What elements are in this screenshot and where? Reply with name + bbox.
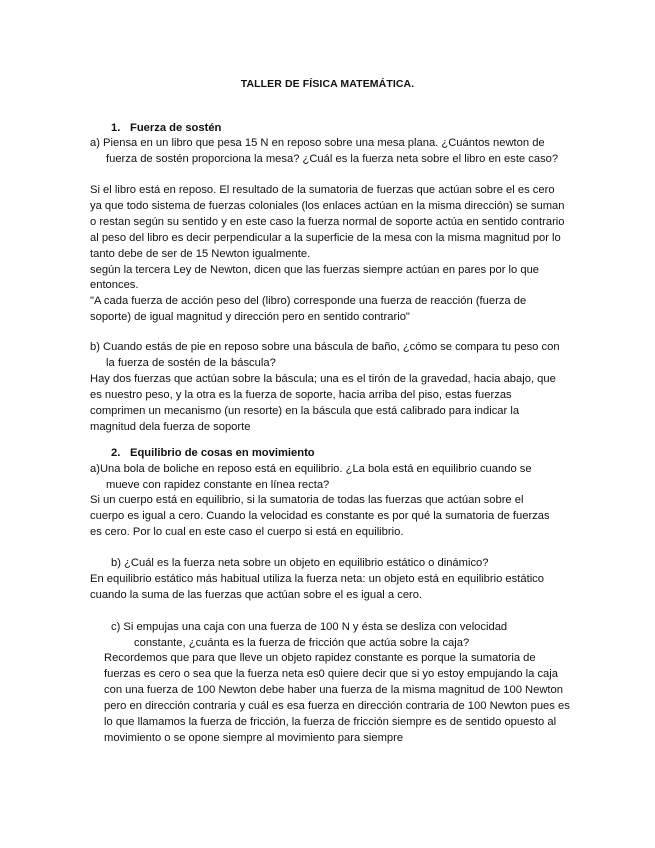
section-2-answer-c-block [104, 651, 570, 746]
section-1-question-b: b) Cuando estás de pie en reposo sobre una báscula de baño, ¿cómo se compara tu peso con la fuerza de sostén de la báscula? [90, 341, 560, 369]
section-1-title: Fuerza de sostén [130, 122, 222, 134]
section-1-answer-a-paragraph-3: "A cada fuerza de acción peso del (libro) corresponde una fuerza de reacción (fuerza de soporte) de igual magnitud y dirección pero en sentido contrario" [90, 295, 527, 324]
section-2-answer-a-block [90, 493, 558, 541]
section-1-heading [111, 122, 221, 134]
section-2-question-b: b) ¿Cuál es la fuerza neta sobre un objeto en equilibrio estático o dinámico? [111, 557, 489, 569]
section-2-answer-b: En equilibrio estático más habitual utiliza la fuerza neta: un objeto está en equilibrio estático cuando la suma de las fuerzas que actúan sobre el es igual a cero. [90, 573, 544, 601]
section-1-answer-a-block [90, 183, 566, 326]
section-2-question-b-block [111, 556, 561, 572]
section-2-title: Equilibrio de cosas en movimiento [130, 447, 315, 459]
section-2-question-a-block [90, 462, 558, 494]
section-2-answer-a: Si un cuerpo está en equilibrio, si la sumatoria de todas las fuerzas que actúan sobre el cuerpo es igual a cero. Cuando la velocidad es constante es por qué la sumatoria de fuerzas es cero. Por lo cual en este caso el cuerpo si está en equilibrio. [90, 494, 550, 538]
page-title: TALLER DE FÍSICA MATEMÁTICA. [240, 78, 415, 90]
section-1-question-a-block [90, 136, 560, 168]
section-2-question-a: a)Una bola de boliche en reposo está en equilibrio. ¿La bola está en equilibrio cuando se mueve con rapidez constante en línea recta? [90, 463, 532, 491]
section-1-answer-b: Hay dos fuerzas que actúan sobre la báscula; una es el tirón de la gravedad, hacia abajo, que es nuestro peso, y la otra es la fuerza de soporte, hacia arriba del piso, estas fuerzas comprimen un mecanismo (un resorte) en la báscula que está calibrado para indicar la magnitud dela fuerza de soporte [90, 373, 556, 433]
section-2-question-c-block [111, 620, 541, 652]
section-2-answer-c: Recordemos que para que lleve un objeto rapidez constante es porque la sumatoria de fuerzas es cero o sea que la fuerza neta es0 quiere decir que si yo estoy empujando la caja con una fuerza de 100 Newton debe haber una fuerza de la misma magnitud de 100 Newton pero en dirección contraria y cuál es esa fuerza en dirección contraria de 100 Newton pues es lo que llamamos la fuerza de fricción, la fuerza de fricción siempre es de sentido opuesto al movimiento o se opone siempre al movimiento para siempre [104, 652, 570, 744]
section-1-question-b-block [90, 340, 562, 372]
section-1-answer-b-block [90, 372, 562, 436]
section-1-number: 1. [111, 122, 121, 134]
section-1-question-a: a) Piensa en un libro que pesa 15 N en reposo sobre una mesa plana. ¿Cuántos newton de fuerza de sostén proporciona la mesa? ¿Cuál es la fuerza neta sobre el libro en este caso? [90, 137, 559, 165]
section-2-question-c: c) Si empujas una caja con una fuerza de 100 N y ésta se desliza con velocidad constante, ¿cuánta es la fuerza de fricción que actúa sobre la caja? [111, 621, 508, 649]
section-1-answer-a-paragraph-2: según la tercera Ley de Newton, dicen que las fuerzas siempre actúan en pares por lo que entonces. [90, 263, 540, 292]
section-2-number: 2. [111, 447, 121, 459]
section-1-answer-a-paragraph-1: Si el libro está en reposo. El resultado de la sumatoria de fuerzas que actúan sobre el es cero ya que todo sistema de fuerzas coloniales (los enlaces actúan en la misma dirección) se suman o restan según su sentido y en este caso la fuerza normal de soporte actúa en sentido contrario al peso del libro es decir perpendicular a la superficie de la mesa con la misma magnitud por lo tanto debe de ser de 15 Newton igualmente. [90, 184, 565, 260]
section-2-heading [111, 447, 315, 459]
section-2-answer-b-block [90, 572, 560, 604]
